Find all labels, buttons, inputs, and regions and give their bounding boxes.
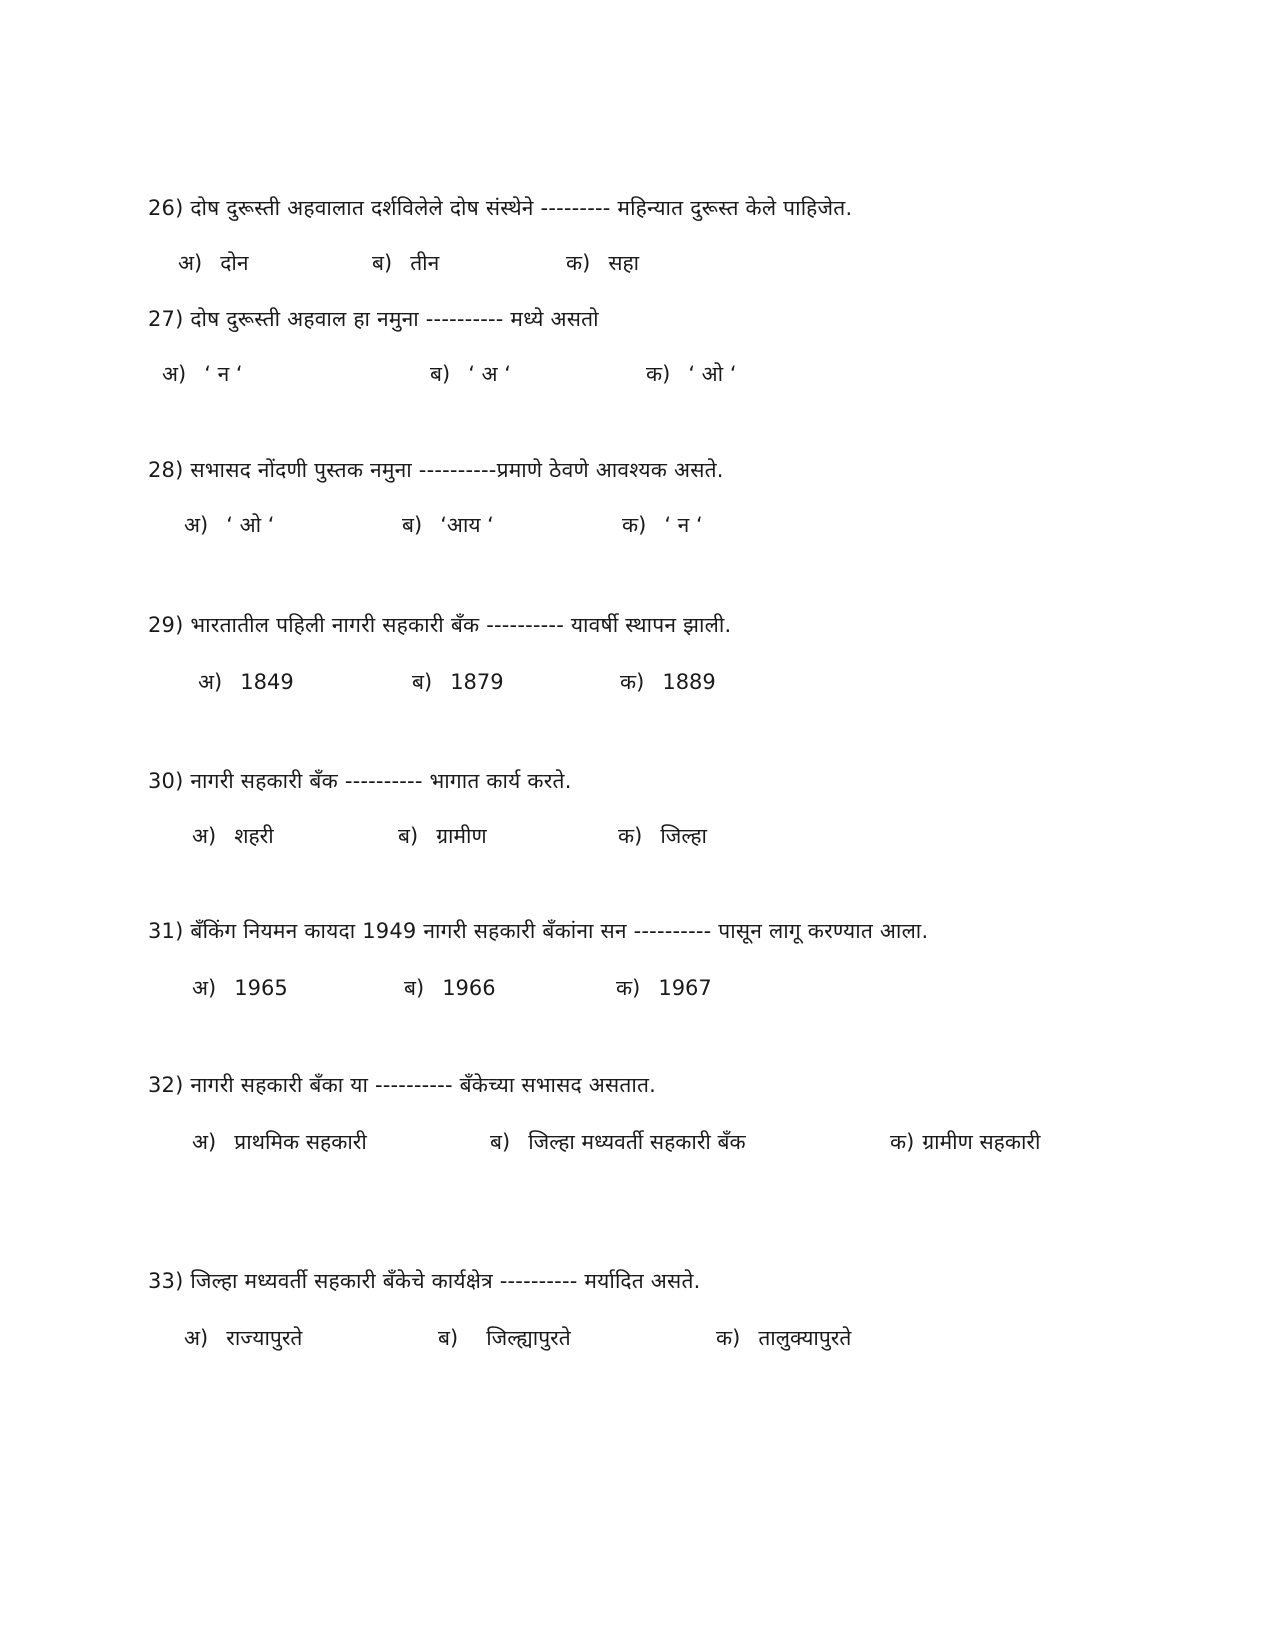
- option-value: 1967: [658, 976, 712, 1000]
- option-label: अ): [184, 513, 209, 537]
- option-label: अ): [184, 1326, 209, 1350]
- option-c: [646, 359, 737, 389]
- option-a: [184, 1323, 302, 1353]
- option-label: अ): [178, 251, 203, 275]
- question-text: 30) नागरी सहकारी बँक ---------- भागात कार्य करते.: [148, 769, 572, 793]
- option-b: [412, 667, 504, 697]
- option-a: [198, 667, 294, 697]
- option-label: क): [890, 1130, 915, 1154]
- option-a: [162, 359, 243, 389]
- option-value: सहा: [608, 251, 640, 275]
- option-b: [404, 973, 496, 1003]
- question-text: 31) बँकिंग नियमन कायदा 1949 नागरी सहकारी बँकांना सन ---------- पासून लागू करण्यात आला.: [148, 919, 929, 943]
- option-c: [620, 667, 716, 697]
- option-a: [192, 1127, 367, 1157]
- option-value: जिल्ह्यापुरते: [486, 1326, 571, 1350]
- option-value: दोन: [220, 251, 249, 275]
- option-value: ‘आय ‘: [440, 513, 494, 537]
- option-label: क): [622, 513, 647, 537]
- option-a: [184, 510, 274, 540]
- option-value: 1966: [442, 976, 496, 1000]
- question-text: 32) नागरी सहकारी बँका या ---------- बँकेच्या सभासद असतात.: [148, 1073, 657, 1097]
- option-value: शहरी: [234, 824, 274, 848]
- option-value: ‘ अ ‘: [468, 362, 511, 386]
- option-a: [178, 248, 249, 278]
- option-value: ग्रामीण: [436, 824, 487, 848]
- option-label: क): [618, 824, 643, 848]
- option-value: तालुक्यापुरते: [758, 1326, 852, 1350]
- option-label: क): [616, 976, 641, 1000]
- option-label: ब): [402, 513, 423, 537]
- option-c: [622, 510, 703, 540]
- option-b: [372, 248, 439, 278]
- option-label: अ): [192, 976, 217, 1000]
- option-label: अ): [192, 1130, 217, 1154]
- option-c: [616, 973, 712, 1003]
- option-c: [716, 1323, 851, 1353]
- option-b: [430, 359, 511, 389]
- option-label: ब): [438, 1326, 459, 1350]
- option-value: राज्यापुरते: [226, 1326, 303, 1350]
- option-label: अ): [198, 670, 223, 694]
- option-value: 1849: [240, 670, 294, 694]
- question-text: 26) दोष दुरूस्ती अहवालात दर्शविलेले दोष संस्थेने --------- महिन्यात दुरूस्त केले पाहिजेत.: [148, 196, 853, 220]
- option-label: ब): [404, 976, 425, 1000]
- option-value: जिल्हा: [660, 824, 707, 848]
- question-text: 27) दोष दुरूस्ती अहवाल हा नमुना ---------- मध्ये असतो: [148, 307, 599, 331]
- option-c: [890, 1127, 1040, 1157]
- question-text: 33) जिल्हा मध्यवर्ती सहकारी बँकेचे कार्यक्षेत्र ---------- मर्यादित असते.: [148, 1269, 701, 1293]
- option-c: [566, 248, 639, 278]
- option-label: क): [646, 362, 671, 386]
- option-label: अ): [192, 824, 217, 848]
- question-text: 28) सभासद नोंदणी पुस्तक नमुना ----------प्रमाणे ठेवणे आवश्यक असते.: [148, 458, 724, 482]
- option-value: 1879: [450, 670, 504, 694]
- option-label: ब): [372, 251, 393, 275]
- option-value: जिल्हा मध्यवर्ती सहकारी बँक: [528, 1130, 746, 1154]
- option-value: ‘ ओ ‘: [688, 362, 737, 386]
- option-value: तीन: [410, 251, 440, 275]
- option-b: [398, 821, 487, 851]
- option-value: ग्रामीण सहकारी: [922, 1130, 1041, 1154]
- option-value: 1889: [662, 670, 716, 694]
- option-label: क): [716, 1326, 741, 1350]
- option-a: [192, 821, 274, 851]
- option-label: ब): [398, 824, 419, 848]
- option-label: ब): [490, 1130, 511, 1154]
- option-b: [490, 1127, 746, 1157]
- option-b: [402, 510, 494, 540]
- option-c: [618, 821, 707, 851]
- question-text: 29) भारतातील पहिली नागरी सहकारी बँक ---------- यावर्षी स्थापन झाली.: [148, 613, 732, 637]
- option-label: क): [620, 670, 645, 694]
- option-a: [192, 973, 288, 1003]
- option-value: प्राथमिक सहकारी: [234, 1130, 367, 1154]
- option-label: क): [566, 251, 591, 275]
- option-value: ‘ न ‘: [664, 513, 703, 537]
- option-label: ब): [412, 670, 433, 694]
- option-label: अ): [162, 362, 187, 386]
- option-value: 1965: [234, 976, 288, 1000]
- option-value: ‘ न ‘: [204, 362, 243, 386]
- option-value: ‘ ओ ‘: [226, 513, 275, 537]
- option-b: [438, 1323, 571, 1353]
- option-label: ब): [430, 362, 451, 386]
